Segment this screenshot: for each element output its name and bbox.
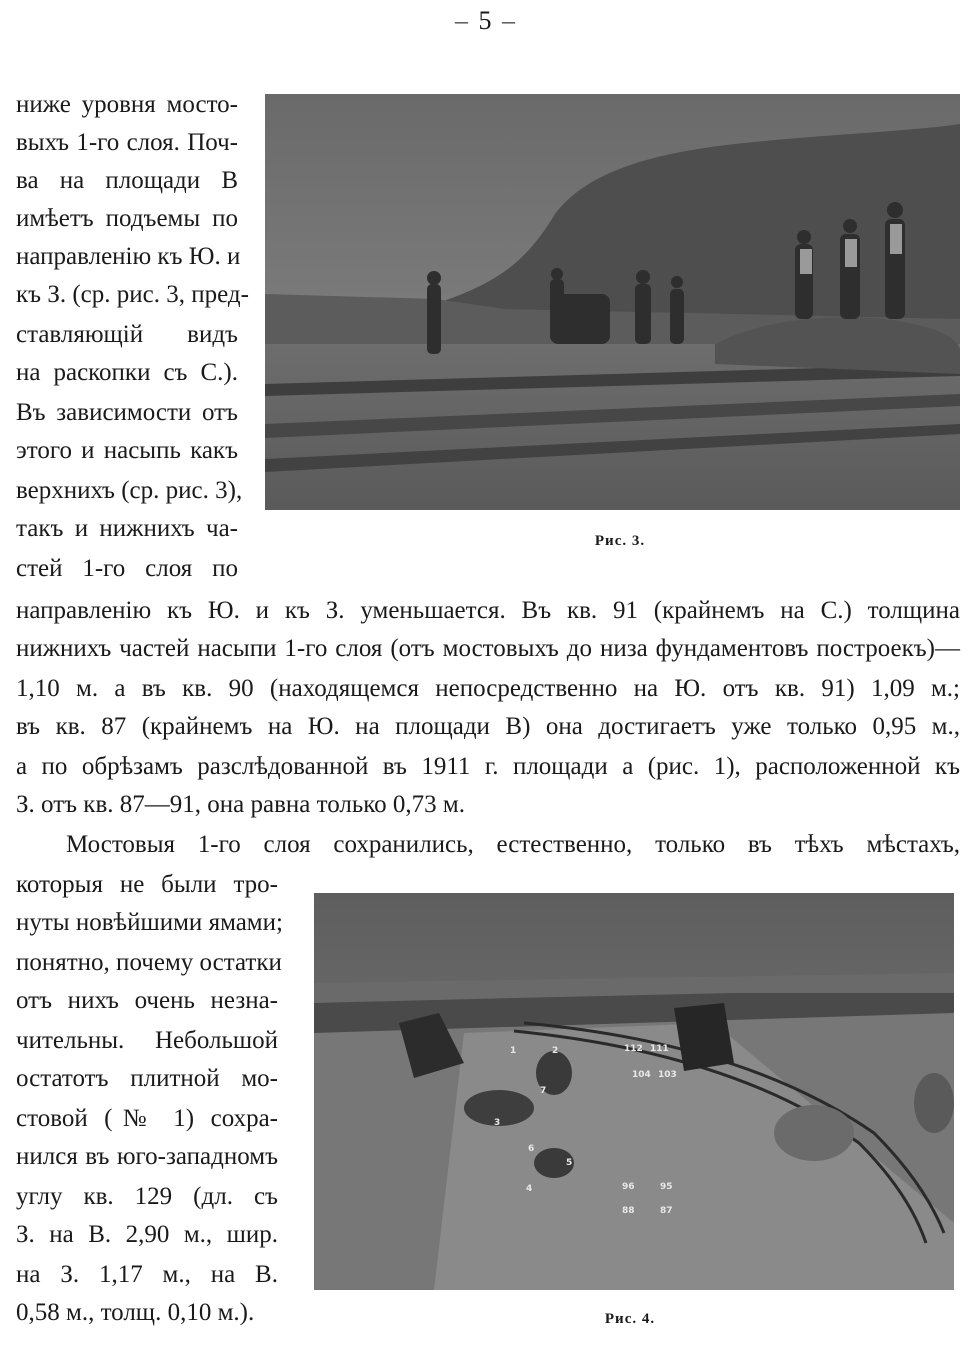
figure-3-caption: Рис. 3. <box>594 533 646 549</box>
page-number-value: 5 <box>478 6 494 35</box>
marker-112: 112 <box>624 1044 643 1054</box>
text-line: остатотъ плитной мо- <box>16 1065 278 1092</box>
marker-2: 2 <box>552 1046 559 1056</box>
text-line: 0,58 м., толщ. 0,10 м.). <box>16 1299 255 1326</box>
text-line: понятно, почему остатки <box>16 949 282 976</box>
marker-6: 6 <box>528 1144 535 1154</box>
marker-7: 7 <box>540 1086 547 1096</box>
page-number: – 5 – <box>455 6 517 35</box>
marker-4: 4 <box>526 1184 533 1194</box>
text-line: къ З. (ср. рис. 3, пред- <box>16 281 249 308</box>
text-line: на раскопки съ С.). <box>16 359 238 386</box>
text-line: стей 1-го слоя по <box>16 555 238 582</box>
text-line: верхнихъ (ср. рис. 3), <box>16 477 243 504</box>
text-line: ниже уровня мосто- <box>16 91 238 118</box>
text-line: этого и насыпь какъ <box>16 437 238 464</box>
text-line: З. на В. 2,90 м., шир. <box>16 1221 278 1248</box>
excavation-photo-rails <box>314 893 954 1290</box>
figure-3-photo <box>265 94 960 510</box>
excavation-photo-north-view <box>265 94 960 510</box>
text-line: направленію къ Ю. и <box>16 243 241 270</box>
text-line: Мостовыя 1-го слоя сохранились, естественно, только въ тѣхъ мѣстахъ, <box>66 831 960 858</box>
text-line: на З. 1,17 м., на В. <box>16 1261 278 1288</box>
text-line: 1,10 м. а въ кв. 90 (находящемся непосредственно на Ю. отъ кв. 91) 1,09 м.; <box>16 675 960 702</box>
text-line: въ кв. 87 (крайнемъ на Ю. на площади В) она достигаетъ уже только 0,95 м., <box>16 713 960 740</box>
figure-4-photo <box>314 893 954 1290</box>
text-line: нижнихъ частей насыпи 1-го слоя (отъ мостовыхъ до низа фундаментовъ построекъ)— <box>16 635 960 662</box>
marker-88: 88 <box>622 1206 635 1216</box>
text-line: углу кв. 129 (дл. съ <box>16 1183 278 1210</box>
text-line: имѣетъ подъемы по <box>16 205 238 232</box>
marker-96: 96 <box>622 1182 635 1192</box>
marker-3: 3 <box>494 1118 501 1128</box>
text-line: такъ и нижнихъ ча- <box>16 515 238 542</box>
text-line: Въ зависимости отъ <box>16 399 238 426</box>
marker-95: 95 <box>660 1182 673 1192</box>
text-line: которыя не были тро- <box>16 871 278 898</box>
text-line: отъ нихъ очень незна- <box>16 987 278 1014</box>
marker-87: 87 <box>660 1206 673 1216</box>
marker-111: 111 <box>650 1044 669 1054</box>
text-line: ва на площади В <box>16 167 238 194</box>
text-line: нился въ юго-западномъ <box>16 1143 278 1170</box>
text-line: нуты новѣйшими ямами; <box>16 909 283 936</box>
text-line: чительны. Небольшой <box>16 1027 278 1054</box>
text-line: ставляющій видъ <box>16 321 238 348</box>
marker-5: 5 <box>566 1158 573 1168</box>
text-line: З. отъ кв. 87—91, она равна только 0,73 м. <box>16 791 465 818</box>
figure-4-caption: Рис. 4. <box>604 1311 656 1327</box>
marker-103: 103 <box>658 1070 677 1080</box>
marker-1: 1 <box>510 1046 517 1056</box>
marker-104: 104 <box>632 1070 651 1080</box>
text-line: стовой (№ 1) сохра- <box>16 1105 278 1132</box>
text-line: выхъ 1-го слоя. Поч- <box>16 129 238 156</box>
text-line: а по обрѣзамъ разслѣдованной въ 1911 г. площади а (рис. 1), расположенной къ <box>16 753 960 780</box>
text-line: направленію къ Ю. и къ З. уменьшается. Въ кв. 91 (крайнемъ на С.) толщина <box>16 597 960 624</box>
